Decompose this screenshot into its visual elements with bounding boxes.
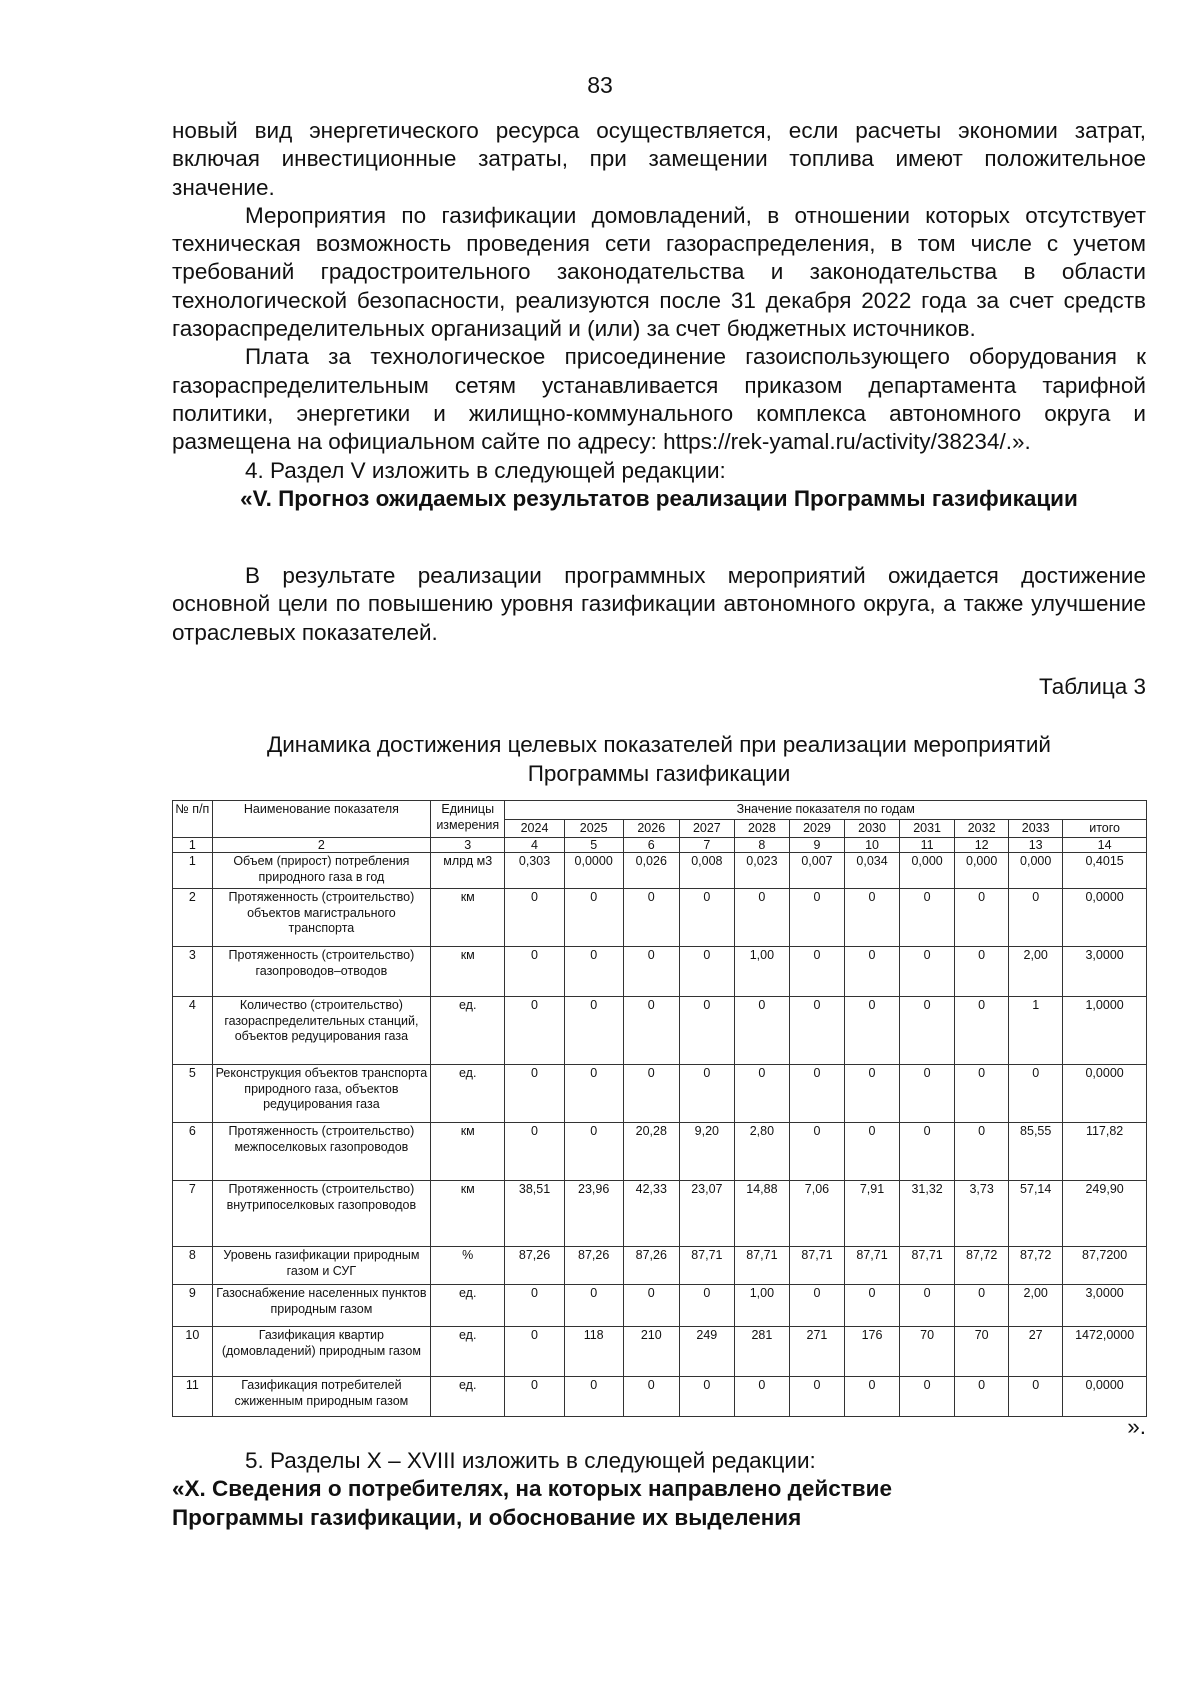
indicators-table [172, 800, 1147, 1417]
year-value-cell: 0 [845, 889, 900, 947]
header-year: 2030 [845, 819, 900, 838]
year-value-cell: 1,00 [734, 947, 789, 997]
row-number: 5 [173, 1065, 213, 1123]
header-year: 2029 [789, 819, 844, 838]
table-row [173, 1181, 1147, 1247]
year-value-cell: 0 [900, 997, 955, 1065]
row-number: 3 [173, 947, 213, 997]
indicator-name: Газоснабжение населенных пунктов природным газом [212, 1285, 430, 1327]
unit-cell: ед. [431, 1327, 505, 1377]
total-cell: 117,82 [1063, 1123, 1147, 1181]
total-cell: 0,0000 [1063, 1377, 1147, 1417]
year-value-cell: 0 [623, 1377, 679, 1417]
table-row [173, 1247, 1147, 1285]
row-number: 2 [173, 889, 213, 947]
year-value-cell: 0 [789, 1065, 844, 1123]
year-value-cell: 0 [955, 1123, 1009, 1181]
year-value-cell: 1 [1009, 997, 1063, 1065]
indicator-name: Уровень газификации природным газом и СУГ [212, 1247, 430, 1285]
indicator-name: Газификация квартир (домовладений) природным газом [212, 1327, 430, 1377]
year-value-cell: 87,71 [845, 1247, 900, 1285]
year-value-cell: 27 [1009, 1327, 1063, 1377]
column-number: 10 [845, 838, 900, 853]
column-number: 7 [679, 838, 734, 853]
year-value-cell: 0 [845, 1065, 900, 1123]
year-value-cell: 0 [505, 1327, 564, 1377]
header-year: 2024 [505, 819, 564, 838]
unit-cell: ед. [431, 1377, 505, 1417]
year-value-cell: 0 [900, 1065, 955, 1123]
row-number: 7 [173, 1181, 213, 1247]
indicator-name: Протяженность (строительство) внутрипоселковых газопроводов [212, 1181, 430, 1247]
header-year: 2028 [734, 819, 789, 838]
year-value-cell: 0 [789, 1285, 844, 1327]
year-value-cell: 271 [789, 1327, 844, 1377]
unit-cell: млрд м3 [431, 853, 505, 889]
total-cell: 0,0000 [1063, 889, 1147, 947]
year-value-cell: 31,32 [900, 1181, 955, 1247]
year-value-cell: 0,026 [623, 853, 679, 889]
year-value-cell: 0 [505, 1285, 564, 1327]
year-value-cell: 0 [505, 889, 564, 947]
table-row [173, 1285, 1147, 1327]
year-value-cell: 0 [679, 1065, 734, 1123]
year-value-cell: 0 [734, 997, 789, 1065]
column-number: 9 [789, 838, 844, 853]
year-value-cell: 0 [845, 997, 900, 1065]
year-value-cell: 87,26 [505, 1247, 564, 1285]
column-number: 1 [173, 838, 213, 853]
year-value-cell: 210 [623, 1327, 679, 1377]
year-value-cell: 0 [679, 889, 734, 947]
total-cell: 87,7200 [1063, 1247, 1147, 1285]
year-value-cell: 0 [623, 1285, 679, 1327]
header-year: 2033 [1009, 819, 1063, 838]
row-number: 1 [173, 853, 213, 889]
indicator-name: Объем (прирост) потребления природного газа в год [212, 853, 430, 889]
column-number: 2 [212, 838, 430, 853]
year-value-cell: 0 [623, 889, 679, 947]
paragraph-item-5: 5. Разделы X – XVIII изложить в следующей редакции: [245, 1448, 816, 1473]
year-value-cell: 0 [505, 1065, 564, 1123]
year-value-cell: 3,73 [955, 1181, 1009, 1247]
section-v-heading: «V. Прогноз ожидаемых результатов реализации Программы газификации [240, 485, 1078, 511]
year-value-cell: 249 [679, 1327, 734, 1377]
year-value-cell: 0 [955, 997, 1009, 1065]
unit-cell: ед. [431, 1065, 505, 1123]
year-value-cell: 0 [900, 1123, 955, 1181]
year-value-cell: 176 [845, 1327, 900, 1377]
column-number: 4 [505, 838, 564, 853]
unit-cell: ед. [431, 997, 505, 1065]
paragraph-expected-results: В результате реализации программных мероприятий ожидается достижение основной цели по повышению уровня газификации автономного округа, а также улучшение отраслевых показателей. [172, 563, 1146, 645]
year-value-cell: 118 [564, 1327, 623, 1377]
unit-cell: км [431, 1123, 505, 1181]
year-value-cell: 14,88 [734, 1181, 789, 1247]
year-value-cell: 0 [564, 1377, 623, 1417]
table-body [173, 853, 1147, 1417]
total-cell: 0,4015 [1063, 853, 1147, 889]
year-value-cell: 0 [564, 947, 623, 997]
year-value-cell: 0,008 [679, 853, 734, 889]
year-value-cell: 0 [623, 997, 679, 1065]
year-value-cell: 23,07 [679, 1181, 734, 1247]
year-value-cell: 0 [505, 1123, 564, 1181]
year-value-cell: 2,80 [734, 1123, 789, 1181]
header-year: 2032 [955, 819, 1009, 838]
year-value-cell: 38,51 [505, 1181, 564, 1247]
year-value-cell: 0 [679, 997, 734, 1065]
year-value-cell: 0 [845, 947, 900, 997]
header-num: № п/п [173, 801, 213, 838]
indicator-name: Протяженность (строительство) газопроводов–отводов [212, 947, 430, 997]
paragraph-continuation: новый вид энергетического ресурса осуществляется, если расчеты экономии затрат, включая инвестиционные затраты, при замещении топлива имеют положительное значение. [172, 118, 1146, 200]
year-value-cell: 0 [900, 947, 955, 997]
section-x-heading-line-2: Программы газификации, и обоснование их выделения [172, 1504, 802, 1530]
year-value-cell: 87,26 [564, 1247, 623, 1285]
year-value-cell: 57,14 [1009, 1181, 1063, 1247]
header-year: 2031 [900, 819, 955, 838]
column-number: 3 [431, 838, 505, 853]
year-value-cell: 0 [1009, 1377, 1063, 1417]
year-value-cell: 70 [900, 1327, 955, 1377]
year-value-cell: 0,000 [900, 853, 955, 889]
column-number: 6 [623, 838, 679, 853]
year-value-cell: 2,00 [1009, 1285, 1063, 1327]
year-value-cell: 70 [955, 1327, 1009, 1377]
row-number: 11 [173, 1377, 213, 1417]
year-value-cell: 0,007 [789, 853, 844, 889]
year-value-cell: 0 [845, 1285, 900, 1327]
table-row [173, 1377, 1147, 1417]
year-value-cell: 0 [564, 1285, 623, 1327]
table-row [173, 1123, 1147, 1181]
paragraph-gasification-measures: Мероприятия по газификации домовладений, в отношении которых отсутствует техническая возможность проведения сети газораспределения, в том числе с учетом требований градостроительного законодательства и законодательства в области технологической безопасности, реализуются после 31 декабря 2022 года за счет средств газораспределительных организаций и (или) за счет бюджетных источников. [172, 202, 1146, 342]
year-value-cell: 0 [955, 889, 1009, 947]
indicator-name: Количество (строительство) газораспределительных станций, объектов редуцирования газа [212, 997, 430, 1065]
year-value-cell: 0 [955, 947, 1009, 997]
body-text-result [172, 562, 1146, 647]
paragraph-item-4: 4. Раздел V изложить в следующей редакции: [245, 457, 726, 483]
year-value-cell: 0 [564, 889, 623, 947]
year-value-cell: 87,71 [900, 1247, 955, 1285]
row-number: 9 [173, 1285, 213, 1327]
header-name: Наименование показателя [212, 801, 430, 838]
row-number: 10 [173, 1327, 213, 1377]
total-cell: 1472,0000 [1063, 1327, 1147, 1377]
year-value-cell: 0 [564, 1065, 623, 1123]
year-value-cell: 0 [505, 1377, 564, 1417]
year-value-cell: 0,034 [845, 853, 900, 889]
year-value-cell: 0 [955, 1377, 1009, 1417]
year-value-cell: 0 [505, 997, 564, 1065]
unit-cell: км [431, 947, 505, 997]
unit-cell: ед. [431, 1285, 505, 1327]
year-value-cell: 0 [564, 997, 623, 1065]
year-value-cell: 2,00 [1009, 947, 1063, 997]
year-value-cell: 0 [623, 947, 679, 997]
header-unit: Единицы измерения [431, 801, 505, 838]
table-caption-line-2: Программы газификации [527, 760, 791, 786]
total-cell: 3,0000 [1063, 947, 1147, 997]
section-x-heading-line-1: «X. Сведения о потребителях, на которых направлено действие [172, 1476, 892, 1502]
year-value-cell: 87,71 [734, 1247, 789, 1285]
total-cell: 0,0000 [1063, 1065, 1147, 1123]
table-row [173, 1327, 1147, 1377]
year-value-cell: 0 [955, 1285, 1009, 1327]
table-header-row [173, 801, 1147, 820]
year-value-cell: 87,71 [789, 1247, 844, 1285]
year-value-cell: 0 [679, 947, 734, 997]
year-value-cell: 0 [623, 1065, 679, 1123]
year-value-cell: 0 [789, 947, 844, 997]
year-value-cell: 23,96 [564, 1181, 623, 1247]
table-row [173, 889, 1147, 947]
year-value-cell: 0 [1009, 889, 1063, 947]
indicator-name: Протяженность (строительство) объектов магистрального транспорта [212, 889, 430, 947]
year-value-cell: 0 [734, 1065, 789, 1123]
table-row [173, 853, 1147, 889]
column-numbers-row [173, 838, 1147, 853]
year-value-cell: 0 [679, 1377, 734, 1417]
year-value-cell: 20,28 [623, 1123, 679, 1181]
year-value-cell: 0 [679, 1285, 734, 1327]
column-number: 14 [1063, 838, 1147, 853]
year-value-cell: 87,26 [623, 1247, 679, 1285]
row-number: 6 [173, 1123, 213, 1181]
year-value-cell: 0 [789, 1377, 844, 1417]
column-number: 8 [734, 838, 789, 853]
year-value-cell: 0 [900, 1377, 955, 1417]
year-value-cell: 0 [845, 1377, 900, 1417]
year-value-cell: 0 [789, 997, 844, 1065]
indicator-name: Протяженность (строительство) межпоселковых газопроводов [212, 1123, 430, 1181]
closing-quote: ». [1127, 1414, 1146, 1439]
page-number: 83 [587, 72, 613, 98]
year-value-cell: 0 [789, 1123, 844, 1181]
column-number: 12 [955, 838, 1009, 853]
year-value-cell: 0,000 [955, 853, 1009, 889]
column-number: 5 [564, 838, 623, 853]
unit-cell: км [431, 1181, 505, 1247]
year-value-cell: 0 [900, 1285, 955, 1327]
header-year: 2026 [623, 819, 679, 838]
row-number: 4 [173, 997, 213, 1065]
header-years-group: Значение показателя по годам [505, 801, 1147, 820]
table-caption [172, 731, 1146, 788]
total-cell: 249,90 [1063, 1181, 1147, 1247]
body-text-bottom [172, 1447, 1146, 1532]
table-label: Таблица 3 [1039, 674, 1146, 699]
indicator-name: Газификация потребителей сжиженным природным газом [212, 1377, 430, 1417]
year-value-cell: 0 [564, 1123, 623, 1181]
column-number: 13 [1009, 838, 1063, 853]
year-value-cell: 0 [734, 1377, 789, 1417]
year-value-cell: 42,33 [623, 1181, 679, 1247]
year-value-cell: 281 [734, 1327, 789, 1377]
year-value-cell: 9,20 [679, 1123, 734, 1181]
indicator-name: Реконструкция объектов транспорта природного газа, объектов редуцирования газа [212, 1065, 430, 1123]
year-value-cell: 7,91 [845, 1181, 900, 1247]
unit-cell: % [431, 1247, 505, 1285]
year-value-cell: 0 [845, 1123, 900, 1181]
total-cell: 3,0000 [1063, 1285, 1147, 1327]
table-row [173, 1065, 1147, 1123]
year-value-cell: 87,71 [679, 1247, 734, 1285]
year-value-cell: 7,06 [789, 1181, 844, 1247]
column-number: 11 [900, 838, 955, 853]
header-year: 2027 [679, 819, 734, 838]
table-row [173, 997, 1147, 1065]
year-value-cell: 0 [505, 947, 564, 997]
year-value-cell: 1,00 [734, 1285, 789, 1327]
section-x-heading [172, 1475, 1146, 1532]
table-caption-line-1: Динамика достижения целевых показателей при реализации мероприятий [267, 732, 1051, 757]
year-value-cell: 0 [900, 889, 955, 947]
row-number: 8 [173, 1247, 213, 1285]
year-value-cell: 87,72 [1009, 1247, 1063, 1285]
year-value-cell: 85,55 [1009, 1123, 1063, 1181]
header-total: итого [1063, 819, 1147, 838]
body-text-top [172, 117, 1146, 513]
year-value-cell: 0,000 [1009, 853, 1063, 889]
year-value-cell: 0,0000 [564, 853, 623, 889]
year-value-cell: 0 [1009, 1065, 1063, 1123]
unit-cell: км [431, 889, 505, 947]
header-year: 2025 [564, 819, 623, 838]
year-value-cell: 0,303 [505, 853, 564, 889]
year-value-cell: 87,72 [955, 1247, 1009, 1285]
total-cell: 1,0000 [1063, 997, 1147, 1065]
year-value-cell: 0 [955, 1065, 1009, 1123]
year-value-cell: 0 [789, 889, 844, 947]
year-value-cell: 0,023 [734, 853, 789, 889]
paragraph-connection-fee: Плата за технологическое присоединение газоиспользующего оборудования к газораспределительным сетям устанавливается приказом департамента тарифной политики, энергетики и жилищно-коммунального комплекса автономного округа и размещена на официальном сайте по адресу: https://rek-yamal.ru/activity/38234/.». [172, 344, 1146, 455]
year-value-cell: 0 [734, 889, 789, 947]
table-row [173, 947, 1147, 997]
